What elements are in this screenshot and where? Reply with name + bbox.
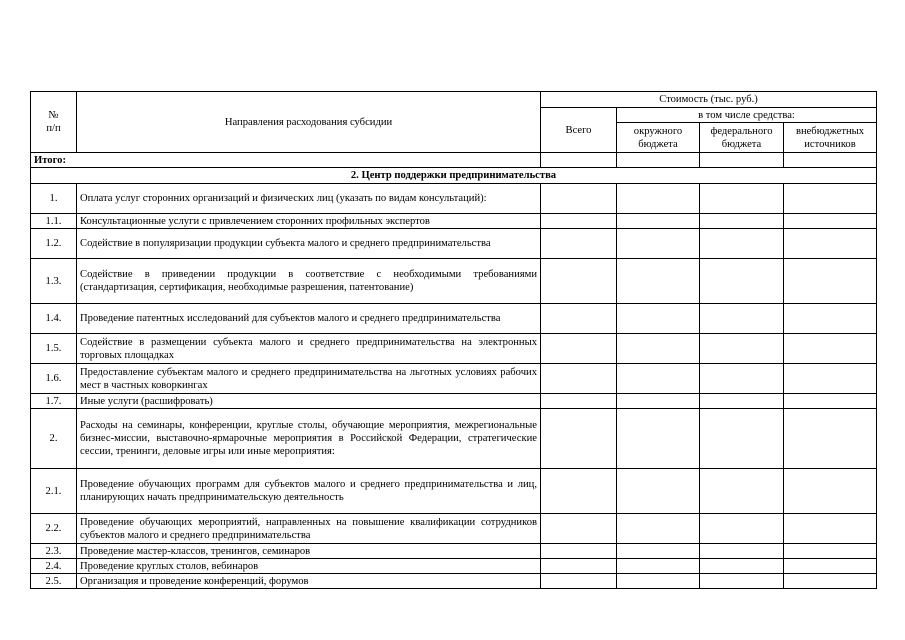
row-number: 1.1. [31, 214, 77, 229]
row-district-cell [617, 334, 700, 364]
row-total-cell [541, 304, 617, 334]
row-extra-cell [784, 304, 877, 334]
table-row [31, 304, 877, 334]
row-number: 1.3. [31, 259, 77, 304]
table-row [31, 559, 877, 574]
total-sum-cell [541, 153, 617, 168]
table-row [31, 409, 877, 469]
row-description: Предоставление субъектам малого и среднего предпринимательства на льготных условиях рабочих мест в частных коворкингах [77, 364, 541, 394]
total-district-cell [617, 153, 700, 168]
row-federal-cell [700, 544, 784, 559]
header-including: в том числе средства: [617, 108, 877, 123]
row-district-cell [617, 214, 700, 229]
row-federal-cell [700, 469, 784, 514]
row-number: 1. [31, 184, 77, 214]
row-extra-cell [784, 469, 877, 514]
table-row [31, 334, 877, 364]
row-district-cell [617, 469, 700, 514]
row-total-cell [541, 259, 617, 304]
header-extrabudgetary: внебюджетных источников [784, 123, 877, 153]
row-extra-cell [784, 184, 877, 214]
row-description: Иные услуги (расшифровать) [77, 394, 541, 409]
row-federal-cell [700, 229, 784, 259]
row-number: 2.5. [31, 574, 77, 589]
row-district-cell [617, 559, 700, 574]
row-district-cell [617, 259, 700, 304]
row-federal-cell [700, 394, 784, 409]
row-number: 2. [31, 409, 77, 469]
row-total-cell [541, 559, 617, 574]
row-federal-cell [700, 574, 784, 589]
row-number: 1.2. [31, 229, 77, 259]
row-district-cell [617, 544, 700, 559]
row-total-cell [541, 514, 617, 544]
row-federal-cell [700, 334, 784, 364]
table-row [31, 514, 877, 544]
table-row [31, 469, 877, 514]
row-federal-cell [700, 304, 784, 334]
row-extra-cell [784, 544, 877, 559]
row-description: Проведение обучающих программ для субъектов малого и среднего предпринимательства и лиц, планирующих начать предпринимательскую деятельность [77, 469, 541, 514]
row-description: Проведение обучающих мероприятий, направленных на повышение квалификации сотрудников субъектов малого и среднего предпринимательства [77, 514, 541, 544]
section-title: 2. Центр поддержки предпринимательства [31, 168, 877, 184]
row-number: 1.7. [31, 394, 77, 409]
table-row [31, 544, 877, 559]
row-district-cell [617, 574, 700, 589]
row-district-cell [617, 409, 700, 469]
row-district-cell [617, 394, 700, 409]
header-cost-group: Стоимость (тыс. руб.) [541, 92, 877, 108]
header-direction: Направления расходования субсидии [77, 92, 541, 153]
row-district-cell [617, 304, 700, 334]
table-row [31, 184, 877, 214]
row-extra-cell [784, 364, 877, 394]
total-federal-cell [700, 153, 784, 168]
row-district-cell [617, 184, 700, 214]
row-extra-cell [784, 514, 877, 544]
row-number: 2.1. [31, 469, 77, 514]
row-extra-cell [784, 214, 877, 229]
row-description: Содействие в популяризации продукции субъекта малого и среднего предпринимательства [77, 229, 541, 259]
row-total-cell [541, 469, 617, 514]
row-total-cell [541, 229, 617, 259]
row-description: Организация и проведение конференций, форумов [77, 574, 541, 589]
row-total-cell [541, 544, 617, 559]
table-row [31, 574, 877, 589]
row-total-cell [541, 214, 617, 229]
row-total-cell [541, 364, 617, 394]
total-label: Итого: [31, 153, 541, 168]
row-description: Консультационные услуги с привлечением сторонних профильных экспертов [77, 214, 541, 229]
table-row [31, 259, 877, 304]
row-description: Содействие в размещении субъекта малого и среднего предпринимательства на электронных торговых площадках [77, 334, 541, 364]
row-description: Оплата услуг сторонних организаций и физических лиц (указать по видам консультаций): [77, 184, 541, 214]
row-district-cell [617, 229, 700, 259]
subsidy-expense-table [30, 91, 877, 589]
row-federal-cell [700, 184, 784, 214]
row-federal-cell [700, 409, 784, 469]
total-row [31, 153, 877, 168]
row-federal-cell [700, 259, 784, 304]
table-row [31, 214, 877, 229]
header-district-budget: окружного бюджета [617, 123, 700, 153]
row-number: 2.2. [31, 514, 77, 544]
header-federal-budget: федерального бюджета [700, 123, 784, 153]
row-number: 2.4. [31, 559, 77, 574]
row-number: 1.4. [31, 304, 77, 334]
row-extra-cell [784, 574, 877, 589]
row-federal-cell [700, 364, 784, 394]
row-total-cell [541, 334, 617, 364]
row-description: Проведение патентных исследований для субъектов малого и среднего предпринимательства [77, 304, 541, 334]
table-row [31, 394, 877, 409]
row-extra-cell [784, 559, 877, 574]
row-description: Расходы на семинары, конференции, круглые столы, обучающие мероприятия, межрегиональные бизнес-миссии, выставочно-ярмарочные мероприятия в Российской Федерации, стратегические сессии, тренинги, деловые игры или иные мероприятия: [77, 409, 541, 469]
row-federal-cell [700, 559, 784, 574]
row-number: 1.6. [31, 364, 77, 394]
row-description: Проведение мастер-классов, тренингов, семинаров [77, 544, 541, 559]
row-extra-cell [784, 409, 877, 469]
section-row [31, 168, 877, 184]
total-extra-cell [784, 153, 877, 168]
row-number: 1.5. [31, 334, 77, 364]
row-federal-cell [700, 514, 784, 544]
row-extra-cell [784, 229, 877, 259]
row-number: 2.3. [31, 544, 77, 559]
row-total-cell [541, 394, 617, 409]
header-total: Всего [541, 108, 617, 153]
row-description: Проведение круглых столов, вебинаров [77, 559, 541, 574]
row-extra-cell [784, 334, 877, 364]
row-total-cell [541, 184, 617, 214]
row-federal-cell [700, 214, 784, 229]
table-row [31, 364, 877, 394]
row-extra-cell [784, 259, 877, 304]
row-total-cell [541, 574, 617, 589]
header-num: № п/п [31, 92, 77, 153]
row-extra-cell [784, 394, 877, 409]
table-row [31, 229, 877, 259]
row-total-cell [541, 409, 617, 469]
row-district-cell [617, 514, 700, 544]
row-district-cell [617, 364, 700, 394]
row-description: Содействие в приведении продукции в соответствие с необходимыми требованиями (стандартизация, сертификация, необходимые разрешения, патентование) [77, 259, 541, 304]
